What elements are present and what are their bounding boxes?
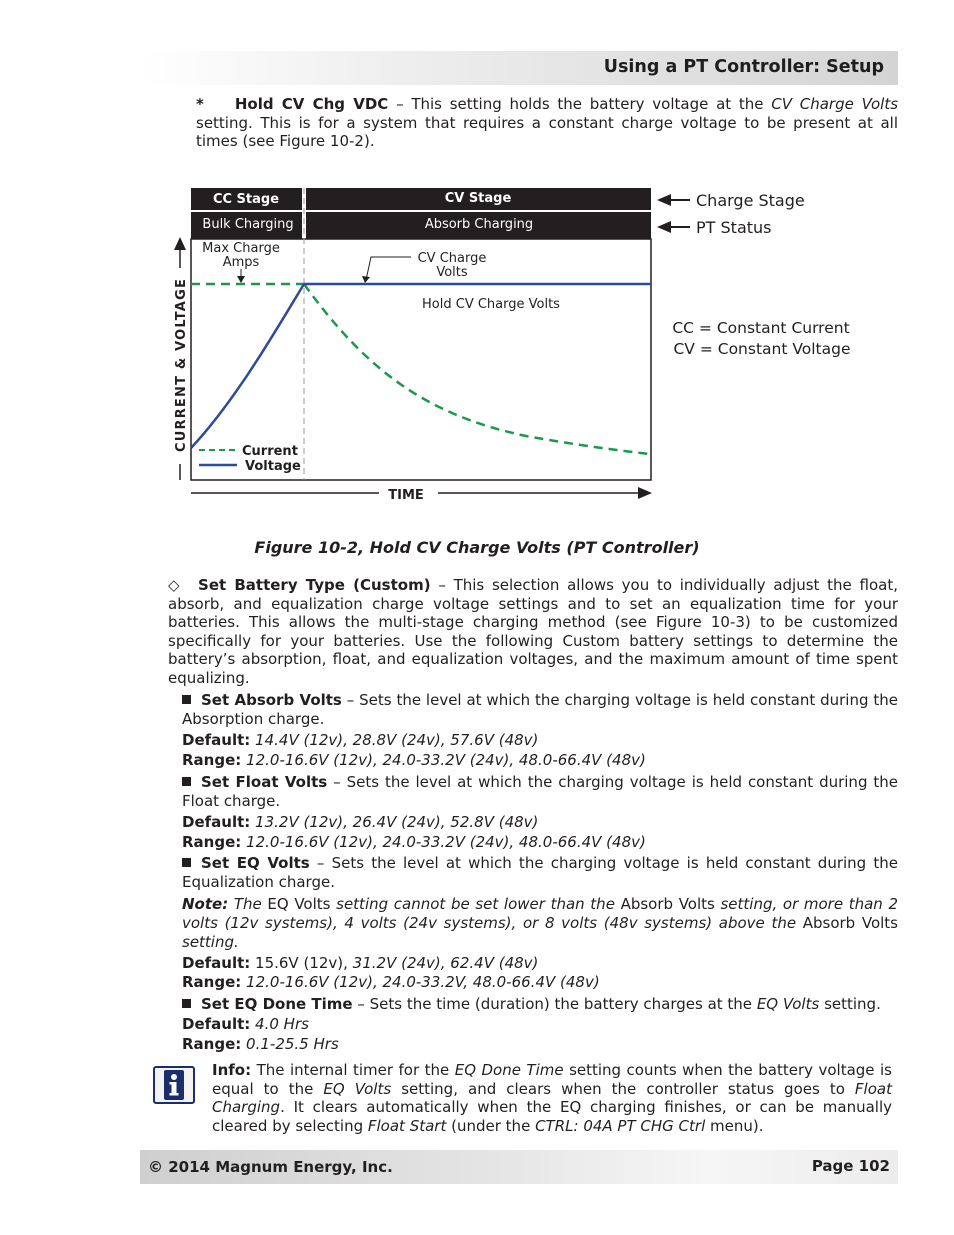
cc-stage-label: CC Stage [212, 192, 280, 207]
info-paragraph [212, 1061, 892, 1135]
info-glyph [155, 1068, 193, 1102]
max-charge-amps-label-1: Max Charge [202, 241, 280, 256]
square-bullet [182, 695, 191, 704]
x-axis-arrowhead [638, 487, 652, 499]
range-value: 12.0-16.6V (12v), 24.0-33.2V, 48.0-66.4V (48v) [246, 973, 600, 991]
cv-definition: CV = Constant Voltage [673, 340, 851, 358]
battery-type-term: Set Battery Type (Custom) [198, 576, 431, 594]
eq-volts-item [182, 854, 898, 892]
battery-type-text: – This selection allows you to individually adjust the float, absorb, and equalization charge voltage settings and to set an equalization time for your batteries. This allows the multi-stage charging method (see Figure 10-3) to be customized specifically for your batteries. Use the following Custom battery settings to determine the battery’s absorption, float, and equalization voltages, and the maximum amount of time spent equalizing. [168, 576, 898, 687]
page-header [140, 51, 898, 85]
note-italic-2: setting cannot be set lower than the [330, 895, 621, 913]
eq-done-range [182, 1035, 898, 1054]
max-charge-amps-label-2: Amps [222, 255, 260, 270]
asterisk-bullet: * [196, 95, 204, 113]
range-value: 0.1-25.5 Hrs [246, 1035, 339, 1053]
note-italic-3: setting, or more than 2 volts (12v systems), 4 volts (24v systems), or 8 volts (48v systems) above the [182, 895, 898, 932]
y-axis-arrowhead [174, 237, 186, 250]
charge-diagram [166, 180, 886, 510]
range-label: Range: [182, 1035, 242, 1053]
figure-caption: Figure 10-2, Hold CV Charge Volts (PT Controller) [254, 538, 700, 557]
default-value: 13.2V (12v), 26.4V (24v), 52.8V (48v) [255, 813, 539, 831]
max-charge-arrowhead [237, 276, 245, 283]
info-text-2: setting counts when the battery voltage is equal to the [212, 1061, 892, 1098]
hold-cv-charge-volts-label: Hold CV Charge Volts [422, 297, 560, 312]
cv-charge-volts-label-1: CV Charge [417, 251, 487, 266]
charge-diagram-svg [166, 180, 886, 510]
float-term: Set Float Volts [201, 773, 328, 791]
absorb-range [182, 751, 898, 770]
default-value: 4.0 Hrs [255, 1015, 309, 1033]
page-number: Page 102 [811, 1157, 890, 1175]
legend-voltage-label: Voltage [245, 459, 301, 474]
x-axis-label: TIME [388, 488, 424, 503]
info-italic-4: Float Start [367, 1116, 447, 1135]
eq-done-text-1: – Sets the time (duration) the battery charges at the [352, 995, 757, 1013]
eq-range [182, 973, 898, 992]
info-italic-1: EQ Done Time [454, 1061, 564, 1079]
page-footer [140, 1150, 898, 1184]
eq-done-italic: EQ Volts [756, 995, 820, 1013]
info-text-3: setting, and clears when the controller status goes to [391, 1079, 855, 1098]
default-label: Default: [182, 1015, 251, 1033]
info-label: Info: [212, 1061, 252, 1079]
info-text-4: . It clears automatically when the EQ charging finishes, or can be manually cleared by selecting [212, 1098, 892, 1135]
absorb-text: – Sets the level at which the charging voltage is held constant during the Absorption charge. [182, 691, 898, 728]
note-italic-1: The [228, 895, 268, 913]
cv-charge-pointer [366, 257, 411, 280]
info-italic-5: CTRL: 04A PT CHG Ctrl [535, 1116, 706, 1135]
range-value: 12.0-16.6V (12v), 24.0-33.2V (24v), 48.0-66.4V (48v) [246, 751, 646, 769]
voltage-ramp [191, 284, 304, 448]
default-plain: 15.6V (12v), [250, 954, 353, 972]
note-normal-2: Absorb Volts [620, 895, 715, 913]
default-label: Default: [182, 813, 251, 831]
copyright: © 2014 Magnum Energy, Inc. [148, 1158, 393, 1176]
absorb-volts-item [182, 691, 898, 729]
square-bullet [182, 999, 191, 1008]
bulk-charging-label: Bulk Charging [202, 217, 294, 232]
cv-charge-volts-label-2: Volts [436, 265, 468, 280]
hold-cv-term: Hold CV Chg VDC [234, 95, 389, 113]
info-italic-2: EQ Volts [323, 1079, 392, 1098]
eq-note [182, 895, 898, 951]
battery-type-paragraph [168, 576, 898, 688]
eq-default [182, 954, 898, 973]
default-label: Default: [182, 731, 251, 749]
absorb-charging-label: Absorb Charging [424, 217, 534, 232]
eq-term: Set EQ Volts [201, 854, 310, 872]
section-title: Using a PT Controller: Setup [603, 57, 884, 77]
info-text-1: The internal timer for the [251, 1061, 455, 1079]
note-normal-3: Absorb Volts [802, 913, 898, 932]
float-default [182, 813, 898, 832]
float-range [182, 833, 898, 852]
info-text-6: menu). [705, 1116, 764, 1135]
note-label: Note: [182, 895, 229, 913]
hold-cv-paragraph [196, 95, 898, 151]
range-label: Range: [182, 833, 242, 851]
range-value: 12.0-16.6V (12v), 24.0-33.2V (24v), 48.0-66.4V (48v) [246, 833, 646, 851]
absorb-term: Set Absorb Volts [201, 691, 342, 709]
range-label: Range: [182, 973, 242, 991]
hold-cv-italic: CV Charge Volts [771, 95, 899, 113]
info-icon [153, 1066, 195, 1104]
float-volts-item [182, 773, 898, 811]
range-label: Range: [182, 751, 242, 769]
y-axis-label: CURRENT & VOLTAGE [174, 277, 189, 452]
charge-stage-side-label: Charge Stage [696, 191, 805, 210]
absorb-default [182, 731, 898, 750]
info-italic-3: Float Charging [212, 1079, 892, 1117]
pt-status-side-label: PT Status [696, 218, 772, 237]
eq-done-term: Set EQ Done Time [201, 995, 353, 1013]
hold-cv-text-2: setting. This is for a system that requires a constant charge voltage to be present at all times (see Figure 10-2). [196, 113, 898, 151]
default-label: Default: [182, 954, 251, 972]
cc-definition: CC = Constant Current [672, 319, 850, 337]
square-bullet [182, 858, 191, 867]
diamond-bullet: ◇ [168, 576, 183, 594]
legend-current-label: Current [242, 444, 298, 459]
cv-charge-arrowhead [362, 276, 370, 283]
cv-stage-label: CV Stage [444, 191, 512, 206]
default-italic: 31.2V (24v), 62.4V (48v) [352, 954, 539, 972]
info-text-5: (under the [446, 1116, 536, 1135]
eq-done-text-2: setting. [819, 995, 881, 1013]
eq-done-default [182, 1015, 898, 1034]
note-italic-4: setting. [182, 932, 239, 951]
hold-cv-text-1: – This setting holds the battery voltage at the [388, 95, 772, 113]
default-value: 14.4V (12v), 28.8V (24v), 57.6V (48v) [255, 731, 539, 749]
note-normal-1: EQ Volts [267, 895, 331, 913]
float-text: – Sets the level at which the charging voltage is held constant during the Float charge. [182, 773, 898, 810]
eq-done-item [182, 995, 898, 1014]
square-bullet [182, 777, 191, 786]
eq-text: – Sets the level at which the charging voltage is held constant during the Equalization charge. [182, 854, 898, 891]
